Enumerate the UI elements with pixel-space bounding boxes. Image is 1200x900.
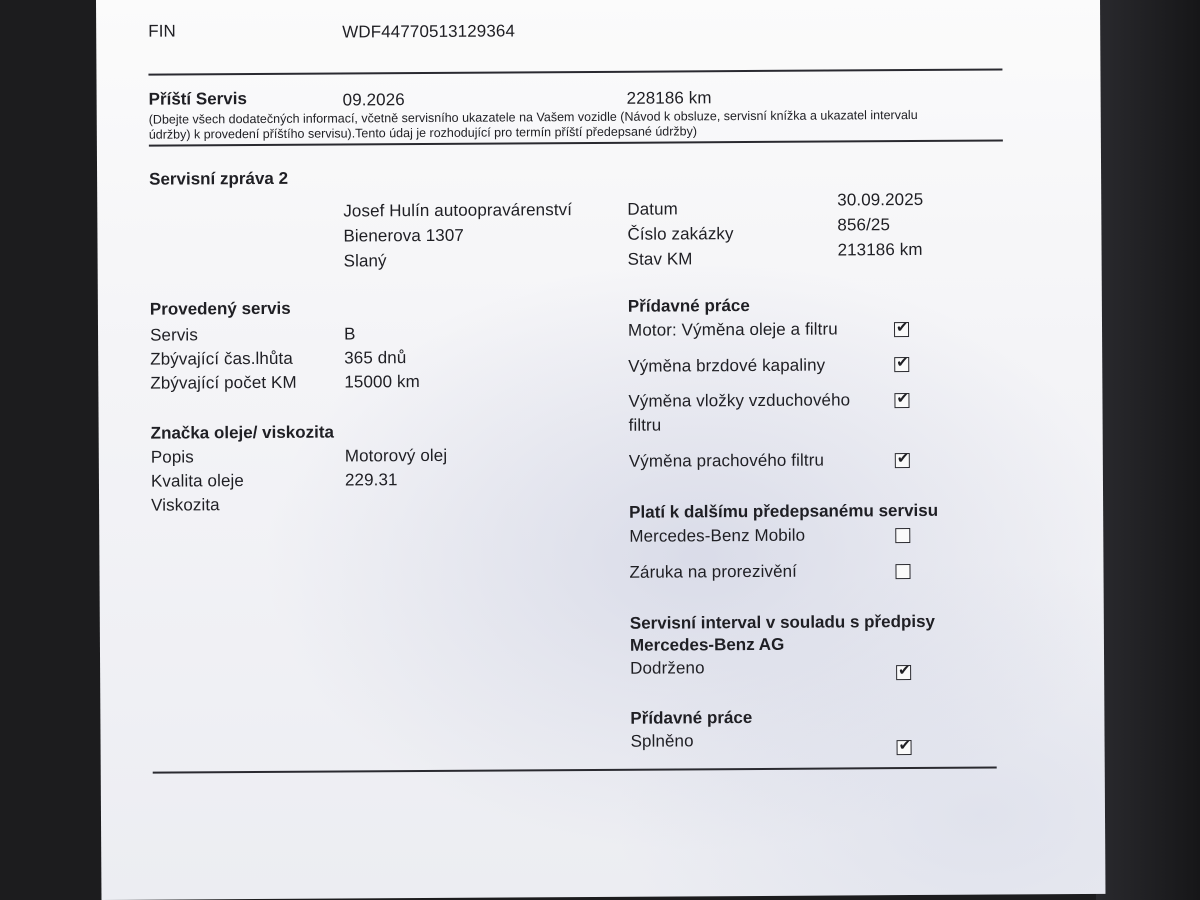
checkmark-icon: ✔ (895, 318, 909, 337)
checkmark-icon: ✔ (898, 736, 912, 755)
checkmark-icon: ✔ (898, 661, 911, 680)
next-service-date: 09.2026 (342, 90, 405, 110)
next-service-note-2: údržby) k provedení příštího servisu).Tento údaj je rozhodující pro termín příští předepsané údržby) (148, 124, 698, 142)
rust-warranty-label: Záruka na prorezivění (629, 561, 798, 582)
work-item-brake-checkbox[interactable] (894, 353, 909, 372)
work-item-airfilter-label: Výměna vložky vzduchového (628, 390, 851, 411)
service-type-label: Servis (149, 325, 198, 345)
fin-value: WDF44770513129364 (342, 21, 516, 42)
interval-title-2: Mercedes-Benz AG (629, 634, 785, 655)
checkmark-icon: ✔ (896, 449, 910, 468)
order-number-label: Číslo zakázky (627, 224, 734, 244)
interval-title-1: Servisní interval v souladu s předpisy (629, 611, 936, 633)
report-title: Servisní zpráva 2 (149, 168, 289, 189)
checkmark-icon: ✔ (896, 389, 910, 408)
oil-title: Značka oleje/ viskozita (150, 422, 335, 443)
service-report-sheet (96, 0, 1105, 900)
fulfilled-label: Splněno (630, 731, 694, 751)
work-item-brake-label: Výměna brzdové kapaliny (628, 355, 826, 376)
remaining-time-label: Zbývající čas.lhůta (150, 348, 293, 369)
oil-description-value: Motorový olej (344, 445, 448, 466)
oil-quality-value: 229.31 (344, 470, 398, 490)
additional-work-title: Přídavné práce (627, 296, 750, 316)
work-item-oil-checkbox[interactable] (894, 318, 909, 337)
date-label: Datum (627, 199, 678, 219)
fin-label: FIN (148, 21, 176, 41)
workshop-name: Josef Hulín autoopravárenství (343, 200, 573, 221)
work-item-airfilter-label-2: filtru (628, 415, 662, 435)
service-type-value: B (343, 324, 356, 344)
next-service-title: Příští Servis (148, 89, 247, 109)
mileage-value: 213186 km (837, 239, 923, 260)
divider-bottom (153, 767, 997, 774)
work-item-cabinfilter-checkbox[interactable] (895, 449, 910, 468)
next-service-note-1: (Dbejte všech dodatečných informací, včetně servisního ukazatele na Vašem vozidle (Návod k obsluze, servisní knížka a ukazatel intervalu (148, 107, 918, 127)
date-value: 30.09.2025 (837, 189, 924, 210)
next-service-km: 228186 km (626, 88, 712, 108)
oil-description-label: Popis (150, 447, 194, 467)
workshop-city: Slaný (343, 251, 387, 271)
work-item-airfilter-checkbox[interactable] (894, 389, 910, 408)
remaining-km-label: Zbývající počet KM (150, 372, 297, 393)
mobilo-label: Mercedes-Benz Mobilo (629, 525, 806, 546)
workshop-street: Bienerova 1307 (343, 225, 465, 246)
rust-warranty-checkbox[interactable] (895, 564, 910, 579)
order-number-value: 856/25 (837, 215, 891, 235)
work-item-cabinfilter-label: Výměna prachového filtru (628, 450, 825, 471)
additional-work-2-title: Přídavné práce (630, 708, 753, 728)
divider-top (148, 68, 1002, 75)
fulfilled-checkbox[interactable] (897, 736, 912, 755)
interval-kept-checkbox[interactable] (896, 661, 911, 680)
work-item-oil-label: Motor: Výměna oleje a filtru (627, 319, 838, 340)
valid-next-title: Platí k dalšímu předepsanému servisu (629, 500, 939, 522)
remaining-km-value: 15000 km (344, 372, 420, 392)
service-done-title: Provedený servis (149, 298, 291, 319)
background-edge (1096, 0, 1200, 900)
checkmark-icon: ✔ (896, 353, 909, 372)
mileage-label: Stav KM (627, 249, 693, 269)
oil-quality-label: Kvalita oleje (150, 471, 244, 491)
oil-viscosity-label: Viskozita (151, 495, 220, 515)
mobilo-checkbox[interactable] (895, 528, 910, 543)
interval-kept-label: Dodrženo (630, 658, 705, 678)
remaining-time-value: 365 dnů (344, 348, 407, 368)
